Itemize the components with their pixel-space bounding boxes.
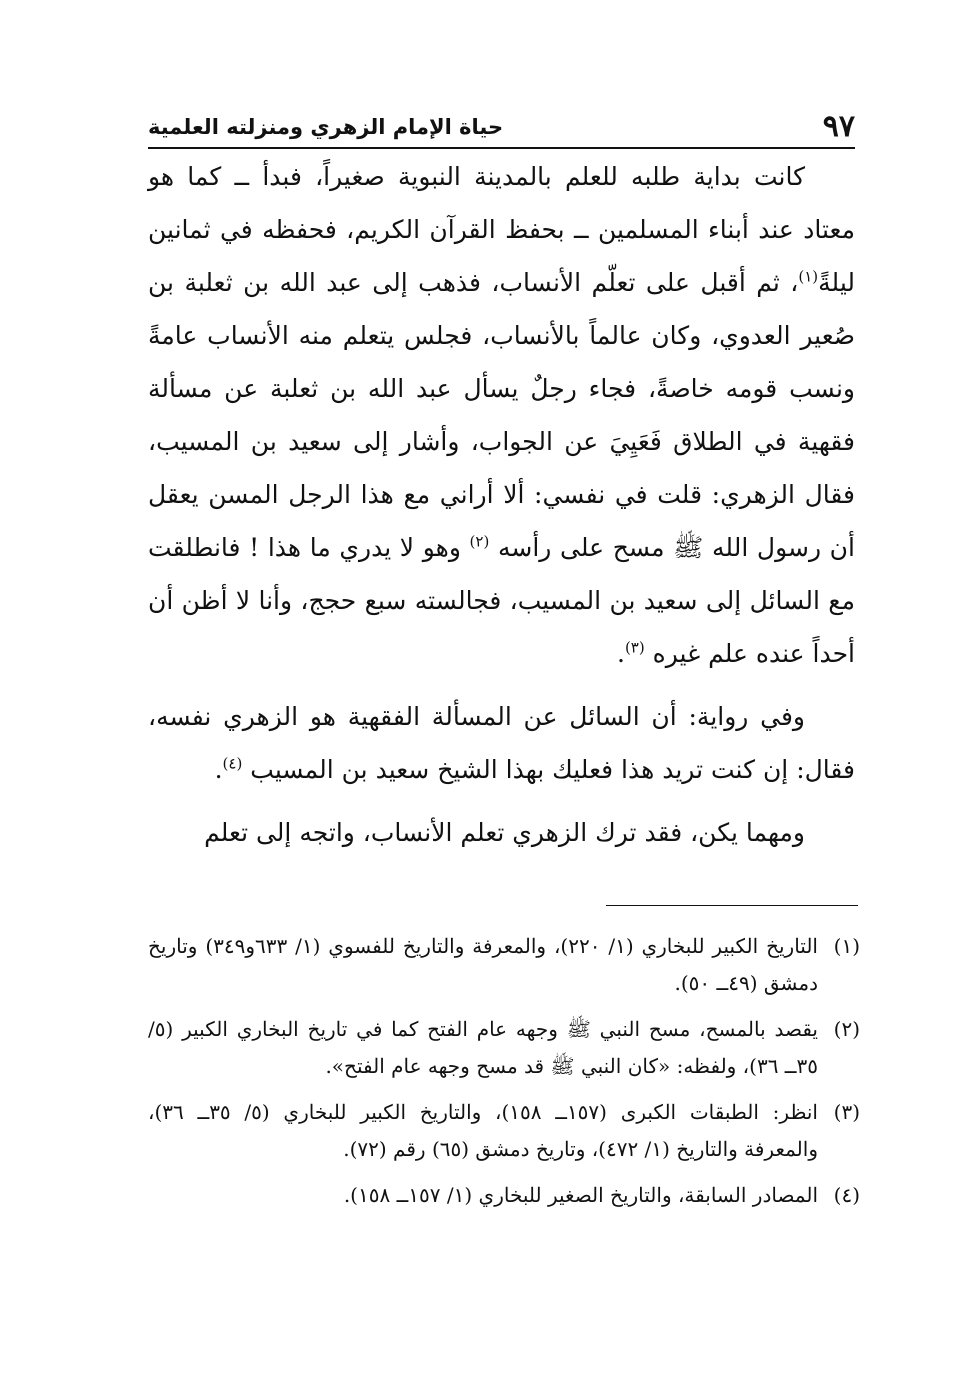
- paragraph-text: وفي رواية: أن السائل عن المسألة الفقهية هو الزهري نفسه، فقال: إن كنت تريد هذا فعليك بهذا الشيخ سعيد بن المسيب: [148, 702, 855, 784]
- footnote-text: يقصد بالمسح، مسح النبي ﷺ وجهه عام الفتح كما في تاريخ البخاري الكبير (٥/ ٣٥ــ ٣٦)، ولفظه: «كان النبي ﷺ قد مسح وجهه عام الفتح».: [148, 1017, 818, 1078]
- footnote-separator: [606, 905, 858, 906]
- footnote-marker: (٢): [469, 532, 490, 551]
- paragraph-text: ومهما يكن، فقد ترك الزهري تعلم الأنساب، واتجه إلى تعلم: [204, 818, 805, 847]
- footnote-marker: (٣): [624, 638, 645, 657]
- footnote-number: (١): [833, 934, 860, 958]
- page-number: ٩٧: [822, 109, 855, 144]
- paragraph-text: وهو لا يدري ما هذا ! فانطلقت مع السائل إلى سعيد بن المسيب، فجالسته سبع حجج، وأنا لا أظن أن أحداً عنده علم غيره: [148, 533, 855, 668]
- running-title: حياة الإمام الزهري ومنزلته العلمية: [148, 115, 504, 139]
- footnote-marker: (٤): [222, 754, 243, 773]
- footnote-text: المصادر السابقة، والتاريخ الصغير للبخاري (١/ ١٥٧ــ ١٥٨).: [343, 1183, 818, 1207]
- footnote-2: [148, 1011, 860, 1085]
- footnote-text: انظر: الطبقات الكبرى (١٥٧ــ ١٥٨)، والتاريخ الكبير للبخاري (٥/ ٣٥ــ ٣٦)، والمعرفة والتاريخ (١/ ٤٧٢)، وتاريخ دمشق (٦٥) رقم (٧٢).: [148, 1100, 818, 1161]
- paragraph-text: .: [214, 755, 223, 784]
- footnote-text: التاريخ الكبير للبخاري (١/ ٢٢٠)، والمعرفة والتاريخ للفسوي (١/ ٦٣٣و٣٤٩) وتاريخ دمشق (٤٩ــ ٥٠).: [148, 934, 818, 995]
- body-text: [148, 150, 855, 869]
- paragraph-3: [148, 806, 855, 859]
- footnote-number: (٤): [833, 1183, 860, 1207]
- footnote-3: [148, 1094, 860, 1168]
- page-header: [148, 110, 855, 144]
- paragraph-text: كانت بداية طلبه للعلم بالمدينة النبوية صغيراً، فبدأ ــ كما هو معتاد عند أبناء المسلمين ــ بحفظ القرآن الكريم، فحفظه في ثمانين ليلةً: [148, 162, 855, 297]
- paragraph-text: ، ثم أقبل على تعلّم الأنساب، فذهب إلى عبد الله بن ثعلبة بن صُعير العدوي، وكان عالماً بالأنساب، فجلس يتعلم منه الأنساب عامةً ونسب قومه خاصةً، فجاء رجلٌ يسأل عبد الله بن ثعلبة عن مسألة فقهية في الطلاق فَعَيِيَ عن الجواب، وأشار إلى سعيد بن المسيب، فقال الزهري: قلت في نفسي: ألا أراني مع هذا الرجل المسن يعقل أن رسول الله ﷺ مسح على رأسه: [148, 268, 855, 562]
- footnote-4: [148, 1177, 860, 1214]
- paragraph-2: [148, 690, 855, 796]
- footnotes: [148, 928, 860, 1223]
- paragraph-text: .: [616, 639, 625, 668]
- footnote-number: (٢): [833, 1017, 860, 1041]
- paragraph-1: [148, 150, 855, 680]
- header-rule: [148, 147, 855, 149]
- footnote-number: (٣): [833, 1100, 860, 1124]
- footnote-marker: (١): [798, 267, 819, 286]
- footnote-1: [148, 928, 860, 1002]
